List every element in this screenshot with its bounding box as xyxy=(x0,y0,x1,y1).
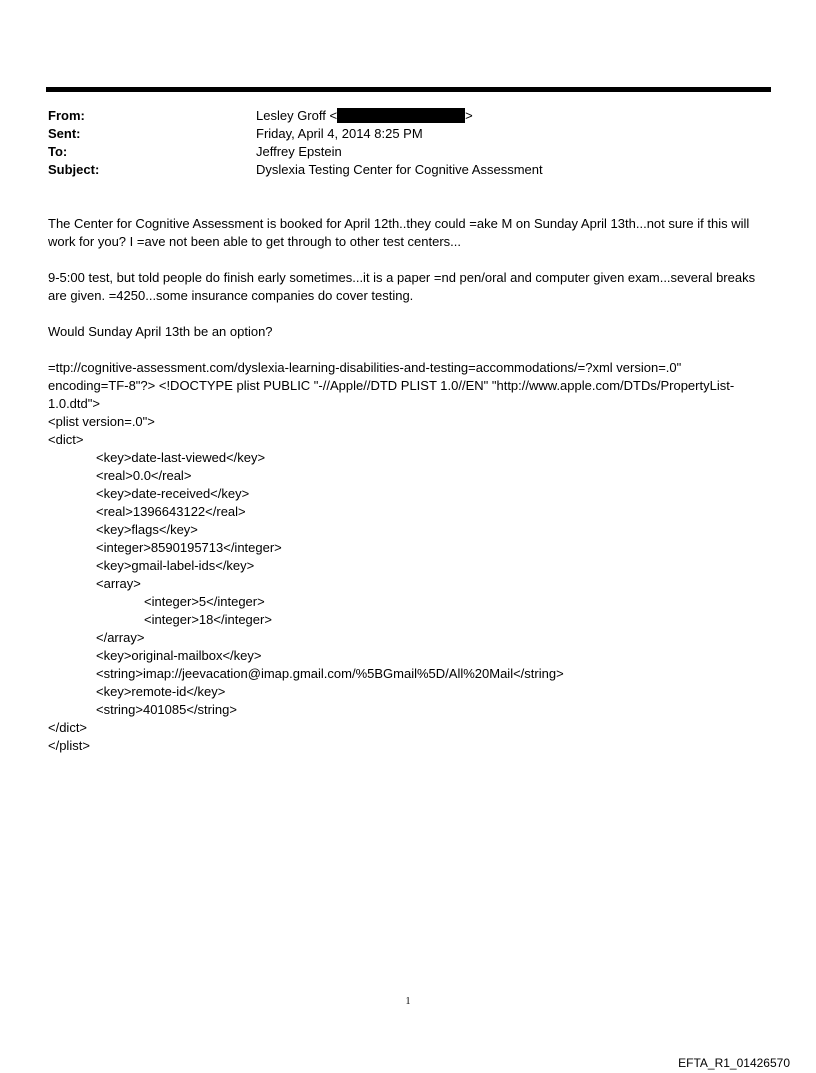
sent-row xyxy=(48,125,768,143)
plist-line: </dict> xyxy=(48,720,88,735)
from-close: > xyxy=(465,108,473,123)
plist-line: <key>remote-id</key> xyxy=(96,684,226,699)
page-number: 1 xyxy=(405,996,411,1007)
plist-line: <real>1396643122</real> xyxy=(96,504,246,519)
plist-line: <string>imap://jeevacation@imap.gmail.com/%5BGmail%5D/All%20Mail</string> xyxy=(96,666,564,681)
plist-line: <key>date-received</key> xyxy=(96,486,250,501)
email-body xyxy=(48,215,760,755)
redaction-block xyxy=(337,108,465,123)
body-paragraph: =ttp://cognitive-assessment.com/dyslexia-learning-disabilities-and-testing=accommodations/=?xml version=.0" encoding=TF-8"?> <!DOCTYPE plist PUBLIC "-//Apple//DTD PLIST 1.0//EN" "http://www.apple.com/DTDs/PropertyList-1.0.dtd"> xyxy=(48,360,735,411)
plist-line: <key>flags</key> xyxy=(96,522,198,537)
plist-block xyxy=(48,413,760,755)
plist-line: <key>original-mailbox</key> xyxy=(96,648,262,663)
plist-line: <dict> xyxy=(48,432,84,447)
plist-line: </plist> xyxy=(48,738,90,753)
body-paragraph: 9-5:00 test, but told people do finish early sometimes...it is a paper =nd pen/oral and computer given exam...several breaks are given. =4250...some insurance companies do cover testing. xyxy=(48,270,756,303)
from-name: Lesley Groff < xyxy=(256,108,338,123)
plist-line: <integer>5</integer> xyxy=(144,594,265,609)
plist-line: <array> xyxy=(96,576,141,591)
header-divider xyxy=(46,87,771,92)
plist-line: <key>date-last-viewed</key> xyxy=(96,450,266,465)
to-row xyxy=(48,143,768,161)
sent-value: Friday, April 4, 2014 8:25 PM xyxy=(256,126,423,141)
email-header xyxy=(48,107,768,179)
plist-line: <string>401085</string> xyxy=(96,702,237,717)
to-value: Jeffrey Epstein xyxy=(256,144,342,159)
plist-line: <real>0.0</real> xyxy=(96,468,192,483)
subject-label: Subject: xyxy=(48,162,100,177)
from-row xyxy=(48,107,768,125)
to-label: To: xyxy=(48,144,68,159)
plist-line: <integer>18</integer> xyxy=(144,612,272,627)
from-label: From: xyxy=(48,108,85,123)
sent-label: Sent: xyxy=(48,126,81,141)
from-value xyxy=(256,107,473,125)
body-paragraph: Would Sunday April 13th be an option? xyxy=(48,324,273,339)
document-id: EFTA_R1_01426570 xyxy=(678,1056,790,1070)
body-paragraph: The Center for Cognitive Assessment is booked for April 12th..they could =ake M on Sunday April 13th...not sure if this will work for you? I =ave not been able to get through to other test centers... xyxy=(48,216,750,249)
plist-line: <integer>8590195713</integer> xyxy=(96,540,282,555)
subject-value: Dyslexia Testing Center for Cognitive Assessment xyxy=(256,162,543,177)
subject-row xyxy=(48,161,768,179)
plist-line: <plist version=.0"> xyxy=(48,414,155,429)
plist-line: <key>gmail-label-ids</key> xyxy=(96,558,255,573)
plist-line: </array> xyxy=(96,630,145,645)
